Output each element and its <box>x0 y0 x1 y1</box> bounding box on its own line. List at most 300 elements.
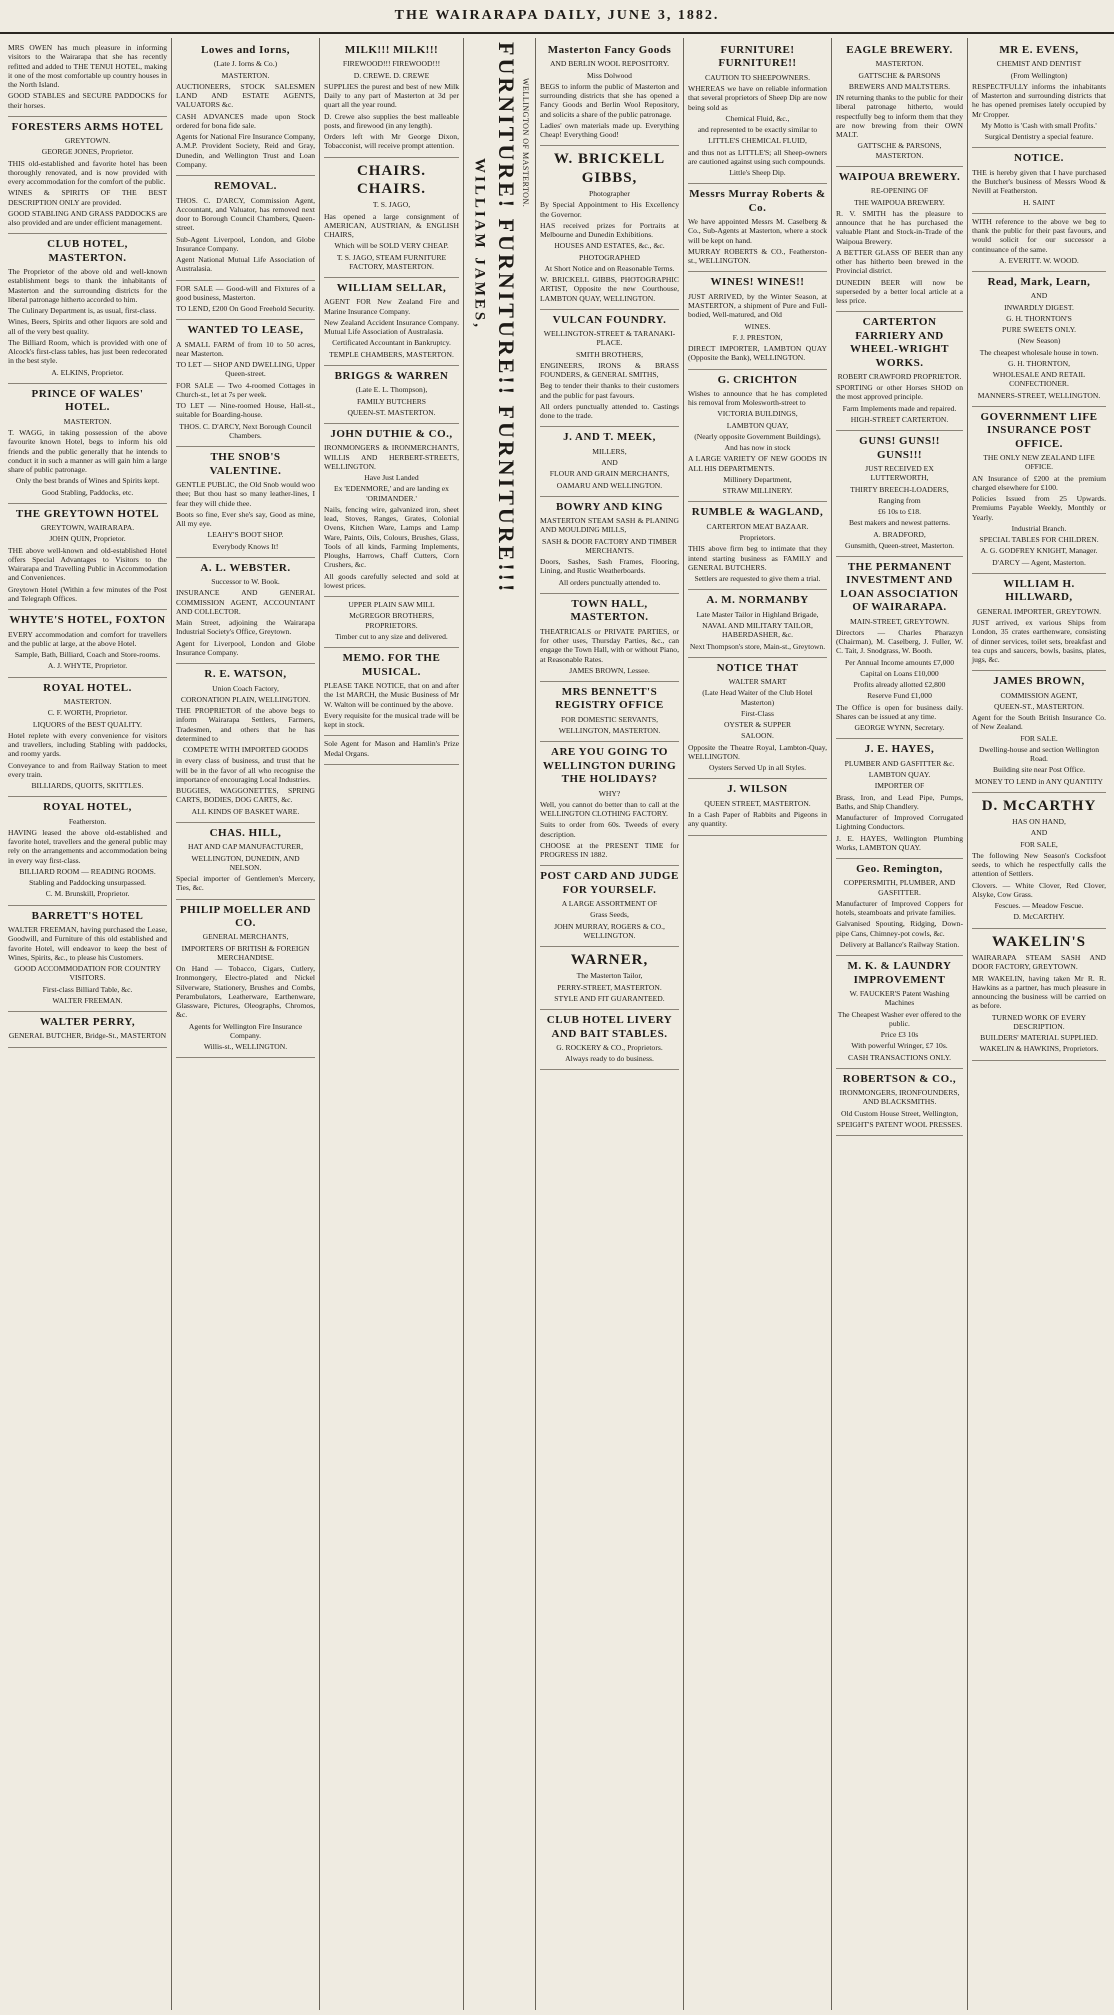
advertisement-title: THE GREYTOWN HOTEL <box>15 507 160 520</box>
advertisement-text: Grass Seeds, <box>590 910 629 920</box>
advertisement-text: WHEREAS we have on reliable information that several proprietors of Sheep Dip are now being sold as <box>688 84 827 112</box>
advertisement-text: AND <box>601 458 618 468</box>
column-2 <box>172 38 320 2010</box>
advertisement-text: Late Master Tailor in Highland Brigade, <box>696 609 819 619</box>
advertisement-text: Greytown Hotel (Within a few minutes of the Post and Telegraph Offices. <box>8 584 167 603</box>
advertisement-text: J. E. HAYES, Wellington Plumbing Works, LAMBTON QUAY. <box>836 833 963 852</box>
advertisement-text: Which will be SOLD VERY CHEAP. <box>334 241 449 251</box>
advertisement-text: A SMALL FARM of from 10 to 50 acres, near Masterton. <box>176 339 315 358</box>
advertisement-text: A. BRADFORD, <box>873 529 926 539</box>
masthead <box>0 0 1114 34</box>
advertisement-text: Sole Agent for Mason and Hamlin's Prize Medal Organs. <box>324 739 459 758</box>
advertisement-text: GATTSCHE & PARSONS, MASTERTON. <box>857 141 942 160</box>
advertisement <box>836 557 963 739</box>
advertisement-text: GOOD STABLING AND GRASS PADDOCKS are also provided and are under efficient management. <box>8 208 167 228</box>
advertisement-text: COPPERSMITH, PLUMBER, AND GASFITTER. <box>843 878 956 897</box>
advertisement-text: On Hand — Tobacco, Cigars, Cutlery, Ironmongery, Electro-plated and Nickel Silverware, Stationery, Brushes and Combs, Perambulators, Leatherware, Earthenware, Glassware, Pictures, Oleographs, Chromos, &c. <box>176 964 315 1020</box>
advertisement-text: R. V. SMITH has the pleasure to announce that he has purchased the valuable Plant and Stock-in-Trade of the Waipoua Brewery. <box>836 208 963 246</box>
column-8 <box>968 38 1110 2010</box>
advertisement-text: LAMBTON QUAY. <box>868 770 931 780</box>
advertisement-text: IMPORTER OF <box>874 781 925 791</box>
advertisement-text: MANNERS-STREET, WELLINGTON. <box>977 390 1101 400</box>
advertisement-text: CORONATION PLAIN, WELLINGTON. <box>180 694 311 704</box>
advertisement-text: WELLINGTON, DUNEDIN, AND NELSON. <box>191 853 300 872</box>
advertisement <box>688 658 827 780</box>
advertisement <box>540 310 679 428</box>
advertisement-title: JAMES BROWN, <box>993 675 1085 688</box>
advertisement-title: ARE YOU GOING TO WELLINGTON DURING THE HOLIDAYS? <box>542 746 677 786</box>
advertisement-text: Fescues. — Meadow Fescue. <box>994 901 1084 911</box>
advertisement-text: Suits to order from 60s. Tweeds of every description. <box>540 820 679 839</box>
advertisement-title: WANTED TO LEASE, <box>187 324 304 337</box>
advertisement-text: Directors — Charles Pharazyn (Chairman), M. Caselberg, J. Fuller, W. C. Tait, J. Snodgrass, W. Booth. <box>836 627 963 656</box>
advertisement <box>836 739 963 859</box>
advertisement-title: BARRETT'S HOTEL <box>31 909 144 922</box>
advertisement-text: HAS received prizes for Portraits at Melbourne and Dunedin Exhibitions. <box>540 220 679 239</box>
advertisement-text: IRONMONGERS, IRONFOUNDERS, AND BLACKSMITHS. <box>839 1088 960 1107</box>
advertisement-text: Everybody Knows It! <box>212 541 279 551</box>
advertisement <box>836 431 963 557</box>
advertisement-text: First-Class <box>741 708 774 718</box>
advertisement-title: J. WILSON <box>727 783 788 796</box>
advertisement-text: JUST RECEIVED EX LUTTERWORTH, <box>865 464 934 483</box>
advertisement <box>972 148 1106 213</box>
advertisement-text: ENGINEERS, IRONS & BRASS FOUNDERS, & GENERAL SMITHS, <box>540 360 679 380</box>
advertisement-text: A LARGE VARIETY OF NEW GOODS IN ALL HIS DEPARTMENTS. <box>688 454 827 473</box>
advertisement-text: VICTORIA BUILDINGS, <box>717 409 798 419</box>
advertisement-title: BOWRY AND KING <box>555 500 664 513</box>
advertisement-text: Miss Dolwood <box>587 70 632 80</box>
advertisement <box>176 447 315 558</box>
advertisement-text: Nails, fencing wire, galvanized iron, sheet lead, Stoves, Ranges, Grates, Colonial Ovens, Kitchen Ware, Lamps and Lamp Ware, Paints, Oils, Colours, Brushes, Glass, Tools of all kinds, Farming Implements, Ploughs, Harrows, Chaff Cutters, Corn Crushers, &c. <box>324 504 459 570</box>
advertisement <box>972 574 1106 671</box>
advertisement-text: INSURANCE AND GENERAL COMMISSION AGENT, ACCOUNTANT AND COLLECTOR. <box>176 588 315 616</box>
advertisement-text: (Late J. Iorns & Co.) <box>213 59 278 69</box>
advertisement-text: (Late E. L. Thompson), <box>355 385 428 395</box>
advertisement-text: AN Insurance of £200 at the premium charged elsewhere for £100. <box>972 473 1106 492</box>
advertisement <box>540 1010 679 1070</box>
advertisement-text: IMPORTERS OF BRITISH & FOREIGN MERCHANDISE. <box>181 943 310 962</box>
advertisement-text: OAMARU AND WELLINGTON. <box>556 480 663 490</box>
advertisement-text: FOR SALE, <box>1020 839 1058 849</box>
advertisement-text: THOS. C. D'ARCY, Next Borough Council Chambers. <box>179 421 312 440</box>
advertisement <box>176 320 315 447</box>
advertisement-text: EVERY accommodation and comfort for travellers and the public at large, at the above Hotel. <box>8 629 167 648</box>
advertisement-title: PHILIP MOELLER AND CO. <box>179 903 312 929</box>
advertisement-text: Doors, Sashes, Sash Frames, Flooring, Lining, and Rustic Weatherboards. <box>540 557 679 576</box>
advertisement-text: JOHN QUIN, Proprietor. <box>49 534 126 544</box>
advertisement <box>836 167 963 312</box>
advertisement <box>324 278 459 366</box>
advertisement-title: WHYTE'S HOTEL, FOXTON <box>9 614 166 627</box>
advertisement-text: COMMISSION AGENT, <box>1000 690 1078 700</box>
advertisement-text: The Office is open for business daily. Shares can be issued at any time. <box>836 702 963 721</box>
advertisement-text: Capital on Loans £10,000 <box>860 668 939 678</box>
advertisement-text: BILLIARD ROOM — READING ROOMS. <box>19 866 156 876</box>
advertisement-title: CLUB HOTEL, MASTERTON. <box>47 238 128 264</box>
advertisement <box>540 866 679 947</box>
advertisement-text: The Culinary Department is, as usual, first-class. <box>8 306 157 316</box>
advertisement-text: The cheapest wholesale house in town. <box>979 347 1099 357</box>
advertisement-text: BEGS to inform the public of Masterton and surrounding districts that she has opened a Fancy Goods and Berlin Wool Repository, and solicits a share of the public patronage. <box>540 81 679 119</box>
advertisement <box>972 407 1106 574</box>
advertisement-text: At Short Notice and on Reasonable Terms. <box>544 263 675 273</box>
advertisement-text: C. F. WORTH, Proprietor. <box>47 708 128 718</box>
advertisement <box>688 370 827 503</box>
advertisement-text: Galvanised Spouting, Ridging, Down-pipe Cans, Chimney-pot cowls, &c. <box>836 919 963 938</box>
advertisement-text: MASTERTON. <box>63 697 112 706</box>
advertisement-text: GEORGE WYNN, Secretary. <box>854 723 945 733</box>
advertisement-text: The Proprietor of the above old and well-known establishment begs to thank the inhabitants of Masterton and the surrounding districts for the liberal patronage hitherto accorded to him. <box>8 267 167 304</box>
advertisement-title: MRS BENNETT'S REGISTRY OFFICE <box>555 686 664 712</box>
advertisement-text: Policies Issued from 25 Upwards. Premiums Payable Weekly, Monthly or Yearly. <box>972 494 1106 522</box>
advertisement-text: GREYTOWN. <box>64 136 111 146</box>
advertisement-text: Agents for Wellington Fire Insurance Company. <box>188 1021 303 1040</box>
advertisement-text: Wishes to announce that he has completed his removal from Molesworth-street to <box>688 388 827 408</box>
advertisement-text: With powerful Wringer, £7 10s. <box>851 1041 948 1051</box>
advertisement-title: FURNITURE! FURNITURE!! <box>718 44 797 70</box>
advertisement <box>540 594 679 682</box>
advertisement-title: Masterton Fancy Goods <box>547 44 672 56</box>
advertisement <box>972 793 1106 929</box>
advertisement-text: MONEY TO LEND in ANY QUANTITY <box>974 776 1104 786</box>
advertisement-text: GENTLE PUBLIC, the Old Snob would woo thee; But thou hast so many leather-lines, I fear they will chide thee. <box>176 480 315 508</box>
advertisement-text: Stabling and Paddocking unsurpassed. <box>29 878 146 888</box>
advertisement-text: THE is hereby given that I have purchased the Butcher's business of Messrs Wood & Nevill at Featherston. <box>972 167 1106 196</box>
advertisement-text: Manufacturer of Improved Corrugated Lightning Conductors. <box>836 813 963 832</box>
column-7 <box>832 38 968 2010</box>
advertisement-title: WAIPOUA BREWERY. <box>838 170 961 183</box>
advertisement-text: FOR SALE — Two 4-roomed Cottages in Church-st., let at 7s per week. <box>176 380 315 399</box>
advertisement-text: The Masterton Tailor, <box>576 971 643 981</box>
advertisement <box>540 40 679 146</box>
advertisement-text: Successor to W. Book. <box>211 577 280 587</box>
advertisement-title: GOVERNMENT LIFE INSURANCE POST OFFICE. <box>980 410 1098 450</box>
advertisement <box>324 40 459 158</box>
advertisement-title: J. AND T. MEEK, <box>563 431 656 444</box>
advertisement-text: GEORGE JONES, Proprietor. <box>41 147 134 157</box>
advertisement-text: GOOD STABLES and SECURE PADDOCKS for their horses. <box>8 91 167 110</box>
advertisement-text: JUST arrived, ex various Ships from London, 35 crates earthenware, consisting of dinner services, toilet sets, breakfast and tea cups and saucers, bowls, basins, plates, jugs, &c. <box>972 618 1106 664</box>
advertisement-text: Photographer <box>589 189 630 198</box>
advertisement-text: All goods carefully selected and sold at lowest prices. <box>324 571 459 590</box>
advertisement-text: Brass, Iron, and Lead Pipe, Pumps, Baths, and Ship Chandlery. <box>836 792 963 811</box>
advertisement-text: G. H. THORNTON, <box>1008 358 1070 368</box>
advertisement-title: MILK!!! MILK!!! <box>344 44 439 56</box>
advertisement-text: MRS OWEN has much pleasure in informing visitors to the Wairarapa that she has recently refitted and added to THE TENUI HOTEL, making it one of the most comfortable up country houses in the North Island. <box>8 43 167 89</box>
advertisement-title: BRIGGS & WARREN <box>334 369 449 382</box>
advertisement-title: WAKELIN'S <box>991 933 1087 950</box>
advertisement-title: CHAS. HILL, <box>209 826 282 839</box>
advertisement-text: GENERAL MERCHANTS, <box>202 932 289 942</box>
advertisement-text: Special importer of Gentlemen's Mercery, Ties, &c. <box>176 874 315 893</box>
advertisement <box>540 497 679 594</box>
advertisement-text: Timber cut to any size and delivered. <box>335 631 448 641</box>
advertisement-text: IRONMONGERS & IRONMERCHANTS, WILLIS AND HERBERT-STREETS, WELLINGTON. <box>324 443 459 471</box>
advertisement-text: T. S. JAGO, STEAM FURNITURE FACTORY, MASTERTON. <box>336 252 447 271</box>
advertisement-text: WALTER SMART <box>728 677 787 687</box>
advertisement-title: W. BRICKELL GIBBS, <box>553 151 666 186</box>
advertisement-text: T. S. JAGO, <box>372 200 411 210</box>
advertisement-text: A. G. GODFREY KNIGHT, Manager. <box>980 546 1098 556</box>
advertisement-text: And has now in stock <box>724 443 791 453</box>
advertisement <box>8 797 167 905</box>
advertisement-text: Building site near Post Office. <box>992 765 1086 775</box>
advertisement <box>324 736 459 765</box>
column-5 <box>536 38 684 2010</box>
advertisement-text: McGREGOR BROTHERS, PROPRIETORS. <box>349 611 434 630</box>
advertisement-title: WALTER PERRY, <box>39 1016 136 1029</box>
advertisement-title: Messrs Murray Roberts & Co. <box>689 188 826 214</box>
advertisement-text: All orders punctually attended to. Castings done to the trade. <box>540 401 679 421</box>
advertisement-text: Chemical Fluid, &c., <box>725 113 790 123</box>
advertisement <box>176 823 315 900</box>
advertisement-text: D'ARCY — Agent, Masterton. <box>992 557 1086 567</box>
advertisement-text: A LARGE ASSORTMENT OF <box>561 899 658 909</box>
advertisement-text: Only the best brands of Wines and Spirits kept. <box>15 476 160 486</box>
advertisement-text: Ex 'EDENMORE,' and are landing ex 'ORIMANDER.' <box>334 484 449 503</box>
advertisement-text: My Motto is 'Cash with small Profits.' <box>981 120 1097 130</box>
column-1 <box>4 38 172 2010</box>
advertisement-text: D. CREWE. D. CREWE <box>353 70 430 80</box>
advertisement-title: Lowes and Iorns, <box>201 44 290 56</box>
advertisement-text: GOOD ACCOMMODATION FOR COUNTRY VISITORS. <box>14 964 161 983</box>
advertisement <box>688 184 827 272</box>
advertisement-text: D. Crewe also supplies the best malleable posts, and firewood (in any length). <box>324 111 459 130</box>
advertisement-text: SPECIAL TABLES FOR CHILDREN. <box>979 535 1099 545</box>
advertisement-text: A. ELKINS, Proprietor. <box>51 367 124 377</box>
advertisement <box>176 900 315 1059</box>
advertisement-text: (New Season) <box>1017 336 1061 346</box>
advertisement-text: FOR SALE. <box>1020 733 1058 743</box>
advertisement-text: Main Street, adjoining the Wairarapa Industrial Society's Office, Greytown. <box>176 618 315 637</box>
advertisement-title: Read, Mark, Learn, <box>987 276 1091 289</box>
advertisement-text: SMITH BROTHERS, <box>575 349 644 359</box>
advertisement-text: Ladies' own materials made up. Everything Cheap! Everything Good! <box>540 120 679 140</box>
advertisement-text: BUGGIES, WAGGONETTES, SPRING CARTS, BODIES, DOG CARTS, &c. <box>176 786 315 805</box>
advertisement-text: TEMPLE CHAMBERS, MASTERTON. <box>329 349 454 359</box>
newspaper-columns <box>4 38 1110 2010</box>
advertisement-title: PRINCE OF WALES' HOTEL. <box>31 387 144 414</box>
advertisement-text: PURE SWEETS ONLY. <box>1002 325 1076 335</box>
advertisement-title: EAGLE BREWERY. <box>846 44 953 56</box>
advertisement <box>836 40 963 167</box>
advertisement-text: WHY? <box>598 788 621 798</box>
advertisement-title: GUNS! GUNS!! GUNS!!! <box>859 435 940 461</box>
advertisement <box>836 312 963 431</box>
advertisement-text: Profits already allotted £2,800 <box>853 680 946 690</box>
advertisement-text: First-class Billiard Table, &c. <box>42 984 133 994</box>
advertisement-text: PLEASE TAKE NOTICE, that on and after the 1st MARCH, the Music Business of Mr W. Walton will be continued by the above. <box>324 681 459 709</box>
advertisement-title: MEMO. FOR THE MUSICAL. <box>342 652 441 678</box>
advertisement-text: D. McCARTHY. <box>1013 912 1065 922</box>
advertisement-text: A. EVERITT. W. WOOD. <box>999 255 1079 265</box>
advertisement-text: LEAHY'S BOOT SHOP. <box>207 530 284 540</box>
advertisement-text: PLUMBER AND GASFITTER &c. <box>844 758 955 768</box>
advertisement-text: The Cheapest Washer ever offered to the public. <box>837 1009 962 1028</box>
advertisement-text: COMPETE WITH IMPORTED GOODS <box>182 745 309 755</box>
advertisement-text: NAVAL AND MILITARY TAILOR, HABERDASHER, &c. <box>702 621 813 640</box>
advertisement-text: THE ONLY NEW ZEALAND LIFE OFFICE. <box>983 453 1095 472</box>
advertisement-text: and thus not as LITTLE'S; all Sheep-owners are cautioned against using such compounds. <box>688 147 827 166</box>
advertisement <box>688 779 827 835</box>
advertisement-text: LAMBTON QUAY, <box>726 420 789 430</box>
advertisement-text: STRAW MILLINERY. <box>722 486 793 496</box>
advertisement-text: Gunsmith, Queen-street, Masterton. <box>844 540 955 550</box>
advertisement-text: FOR SALE — Good-will and Fixtures of a good business, Masterton. <box>176 283 315 302</box>
advertisement-text: MASTERTON STEAM SASH & PLANING AND MOULDING MILLS, <box>540 516 679 535</box>
advertisement-text: HOUSES AND ESTATES, &c., &c. <box>554 241 665 251</box>
advertisement-title: J. E. HAYES, <box>864 743 935 756</box>
advertisement-title: CHAIRS. CHAIRS. <box>356 162 427 197</box>
advertisement-text: Industrial Branch. <box>1011 523 1067 533</box>
advertisement-text: AUCTIONEERS, STOCK SALESMEN LAND AND ESTATE AGENTS, VALUATORS &c. <box>176 81 315 110</box>
advertisement-title: FORESTERS ARMS HOTEL <box>11 120 164 133</box>
advertisement-text: (From Wellington) <box>1010 70 1068 80</box>
advertisement-text: Per Annual Income amounts £7,000 <box>844 657 955 667</box>
advertisement-title: TOWN HALL, MASTERTON. <box>570 597 649 624</box>
advertisement <box>176 281 315 321</box>
advertisement <box>176 176 315 280</box>
advertisement-title: WINES! WINES!! <box>710 276 805 289</box>
advertisement-text: THEATRICALS or PRIVATE PARTIES, or for other uses, Thursday Parties, &c., can engage the Town Hall, with or without Piano, at Reasonable Rates. <box>540 626 679 664</box>
advertisement-text: A. J. WHYTE, Proprietor. <box>47 661 128 671</box>
advertisement-text: QUEEN STREET, MASTERTON. <box>704 798 811 808</box>
advertisement <box>972 671 1106 793</box>
advertisement-text: Conveyance to and from Railway Station to meet every train. <box>8 760 167 779</box>
advertisement-text: Have Just Landed <box>364 473 419 483</box>
advertisement-text: JUST ARRIVED, by the Winter Season, at MASTERTON, a shipment of Pure and Full-bodied, Well-matured, and Old <box>688 291 827 320</box>
advertisement-title: VULCAN FOUNDRY. <box>552 313 667 326</box>
advertisement-text: Sub-Agent Liverpool, London, and Globe Insurance Company. <box>176 234 315 253</box>
advertisement-title: NOTICE THAT <box>716 661 799 674</box>
advertisement-text: New Zealand Accident Insurance Company. Mutual Life Association of Australasia. <box>324 317 459 337</box>
advertisement-text: Little's Sheep Dip. <box>729 168 786 178</box>
advertisement-text: THIS old-established and favorite hotel has been thoroughly renovated, and is now provided with every accommodation for the comfort of the public. <box>8 158 167 187</box>
advertisement-text: (Nearly opposite Government Buildings), <box>694 431 821 441</box>
advertisement-text: BUILDERS' MATERIAL SUPPLIED. <box>980 1033 1098 1042</box>
advertisement-text: WHOLESALE AND RETAIL CONFECTIONER. <box>992 370 1086 389</box>
column-6 <box>684 38 832 2010</box>
advertisement-text: WITH reference to the above we beg to thank the public for their past favours, and would solicit for our successor a continuance of the same. <box>972 216 1106 254</box>
advertisement-text: In a Cash Paper of Rabbits and Pigeons in any quantity. <box>688 810 827 829</box>
advertisement-text: SPEIGHT'S PATENT WOOL PRESSES. <box>836 1119 963 1129</box>
advertisement <box>176 664 315 823</box>
advertisement-text: F. J. PRESTON, <box>732 332 783 342</box>
advertisement-text: THE WAIPOUA BREWERY. <box>854 197 945 207</box>
advertisement-text: Agents for National Fire Insurance Company, A.M.P. Provident Society, Reid and Gray, Dunedin, and Wellington Trust and Loan Company. <box>176 132 315 169</box>
advertisement-text: WELLINGTON, MASTERTON. <box>558 726 661 736</box>
advertisement <box>8 906 167 1012</box>
column-4-vertical-ad <box>464 38 536 2010</box>
advertisement-title: R. E. WATSON, <box>204 668 287 681</box>
advertisement-text: WALTER FREEMAN, having purchased the Lease, Goodwill, and Furniture of this old established and favorite Hotel, will endeavor to keep the best of Wines, Spirits, &c., to please his Customers. <box>8 925 167 962</box>
advertisement-title: JOHN DUTHIE & CO., <box>330 428 453 441</box>
advertisement-title: THE SNOB'S VALENTINE. <box>209 451 282 477</box>
advertisement-text: PHOTOGRAPHED <box>578 252 641 262</box>
advertisement-text: CAUTION TO SHEEPOWNERS. <box>705 72 810 82</box>
advertisement-text: Beg to tender their thanks to their customers and the public for past favours. <box>540 381 679 400</box>
advertisement-text: Farm Implements made and repaired. <box>842 403 957 413</box>
advertisement-text: Proprietors. <box>739 533 776 543</box>
advertisement-text: Has opened a large consignment of AMERICAN, AUSTRIAN, & ENGLISH CHAIRS, <box>324 211 459 239</box>
column-3 <box>320 38 464 2010</box>
advertisement-text: Well, you cannot do better than to call at the WELLINGTON CLOTHING FACTORY. <box>540 799 679 819</box>
advertisement-text: Dwelling-house and section Wellington Road. <box>978 744 1100 764</box>
advertisement-title: WILLIAM H. HILLWARD, <box>1003 577 1075 604</box>
advertisement-text: THIRTY BREECH-LOADERS, <box>850 484 949 494</box>
advertisement-text: AGENT FOR New Zealand Fire and Marine Insurance Company. <box>324 297 459 316</box>
advertisement <box>540 947 679 1010</box>
advertisement-text: THE PROPRIETOR of the above begs to inform Wairarapa Settlers, Farmers, Tradesmen, and others that he has determined to <box>176 706 315 743</box>
advertisement-text: FOR DOMESTIC SERVANTS, <box>561 714 658 724</box>
advertisement-text: CARTERTON MEAT BAZAAR. <box>706 521 809 531</box>
advertisement-title: WARNER, <box>570 952 649 969</box>
advertisement-text: MR WAKELIN, having taken Mr R. R. Hawkins as a partner, has much pleasure in announcing the business will be carried on as before. <box>972 973 1106 1011</box>
advertisement-text: Old Custom House Street, Wellington, <box>841 1108 958 1118</box>
advertisement-title: REMOVAL. <box>214 180 277 193</box>
advertisement-text: Certificated Accountant in Bankruptcy. <box>332 338 451 348</box>
advertisement-text: T. WAGG, in taking possession of the above favourite known Hotel, begs to inform his old friends and the public generally that he intends to conduct it in such a manner as will gain him a large share of public patronage. <box>8 428 167 475</box>
advertisement-text: Surgical Dentistry a special feature. <box>984 132 1094 142</box>
advertisement <box>324 597 459 648</box>
advertisement-text: The Billiard Room, which is provided with one of Alcock's first-class tables, has just been redecorated in the best style. <box>8 337 167 366</box>
advertisement-text: C. M. Brunskill, Proprietor. <box>45 889 130 899</box>
advertisement-text: RE-OPENING OF <box>870 186 929 196</box>
advertisement-text: QUEEN-ST., MASTERTON. <box>994 701 1084 711</box>
advertisement <box>540 427 679 496</box>
advertisement-text: FAMILY BUTCHERS <box>356 396 427 406</box>
advertisement-text: SPORTING or other Horses SHOD on the most approved principle. <box>836 383 963 402</box>
advertisement-text: Opposite the Theatre Royal, Lambton-Quay, WELLINGTON. <box>688 742 827 761</box>
advertisement <box>176 558 315 664</box>
advertisement-text: W. FAUCKER'S Patent Washing Machines <box>849 989 950 1008</box>
advertisement <box>540 682 679 742</box>
advertisement-text: Manufacturer of Improved Coppers for hotels, steamboats and private families. <box>836 898 963 918</box>
advertisement-title: ROBERTSON & CO., <box>842 1072 957 1085</box>
advertisement-title: CARTERTON FARRIERY AND WHEEL-WRIGHT WORKS. <box>850 316 949 369</box>
advertisement-text: Price £3 10s <box>880 1030 919 1039</box>
advertisement-text: We have appointed Messrs M. Caselberg & Co., Sub-Agents at Masterton, where a stock will be kept on hand. <box>688 217 827 245</box>
advertisement-text: Good Stabling, Paddocks, etc. <box>41 487 134 497</box>
advertisement <box>540 146 679 309</box>
advertisement-text: Oysters Served Up in all Styles. <box>708 763 807 773</box>
advertisement-text: AND <box>1030 291 1048 301</box>
advertisement-text: G. H. THORNTON'S <box>1006 313 1072 323</box>
advertisement-text: GREYTOWN, WAIRARAPA. <box>40 523 135 533</box>
advertisement-title: Geo. Remington, <box>856 863 943 876</box>
advertisement-text: Delivery at Ballance's Railway Station. <box>839 939 960 949</box>
vertical-place: WELLINGTON OF MASTERTON. <box>520 78 530 208</box>
advertisement-text: CASH ADVANCES made upon Stock ordered for bona fide sale. <box>176 111 315 130</box>
advertisement-text: H. SAINT <box>1023 197 1055 207</box>
advertisement-text: Featherston. <box>68 816 107 826</box>
advertisement-text: Wines, Beers, Spirits and other liquors are sold and all of the very best quality. <box>8 317 167 336</box>
advertisement-text: CHEMIST AND DENTIST <box>996 59 1082 69</box>
advertisement <box>972 272 1106 407</box>
advertisement-text: INWARDLY DIGEST. <box>1004 302 1074 312</box>
advertisement-text: Orders left with Mr George Dixon, Tobacconist, will receive prompt attention. <box>324 132 459 151</box>
advertisement-title: WILLIAM SELLAR, <box>336 282 447 294</box>
advertisement <box>836 1069 963 1136</box>
advertisement-text: CHOOSE at the PRESENT TIME for PROGRESS IN 1882. <box>540 840 679 860</box>
advertisement-title: THE PERMANENT INVESTMENT AND LOAN ASSOCIATION OF WAIRARAPA. <box>840 561 959 614</box>
advertisement-text: HIGH-STREET CARTERTON. <box>850 414 949 424</box>
advertisement-text: Always ready to do business. <box>565 1054 654 1064</box>
advertisement <box>8 384 167 504</box>
advertisement-text: WAIRARAPA STEAM SASH AND DOOR FACTORY, GREYTOWN. <box>972 953 1106 972</box>
advertisement-text: MAIN-STREET, GREYTOWN. <box>849 616 950 626</box>
